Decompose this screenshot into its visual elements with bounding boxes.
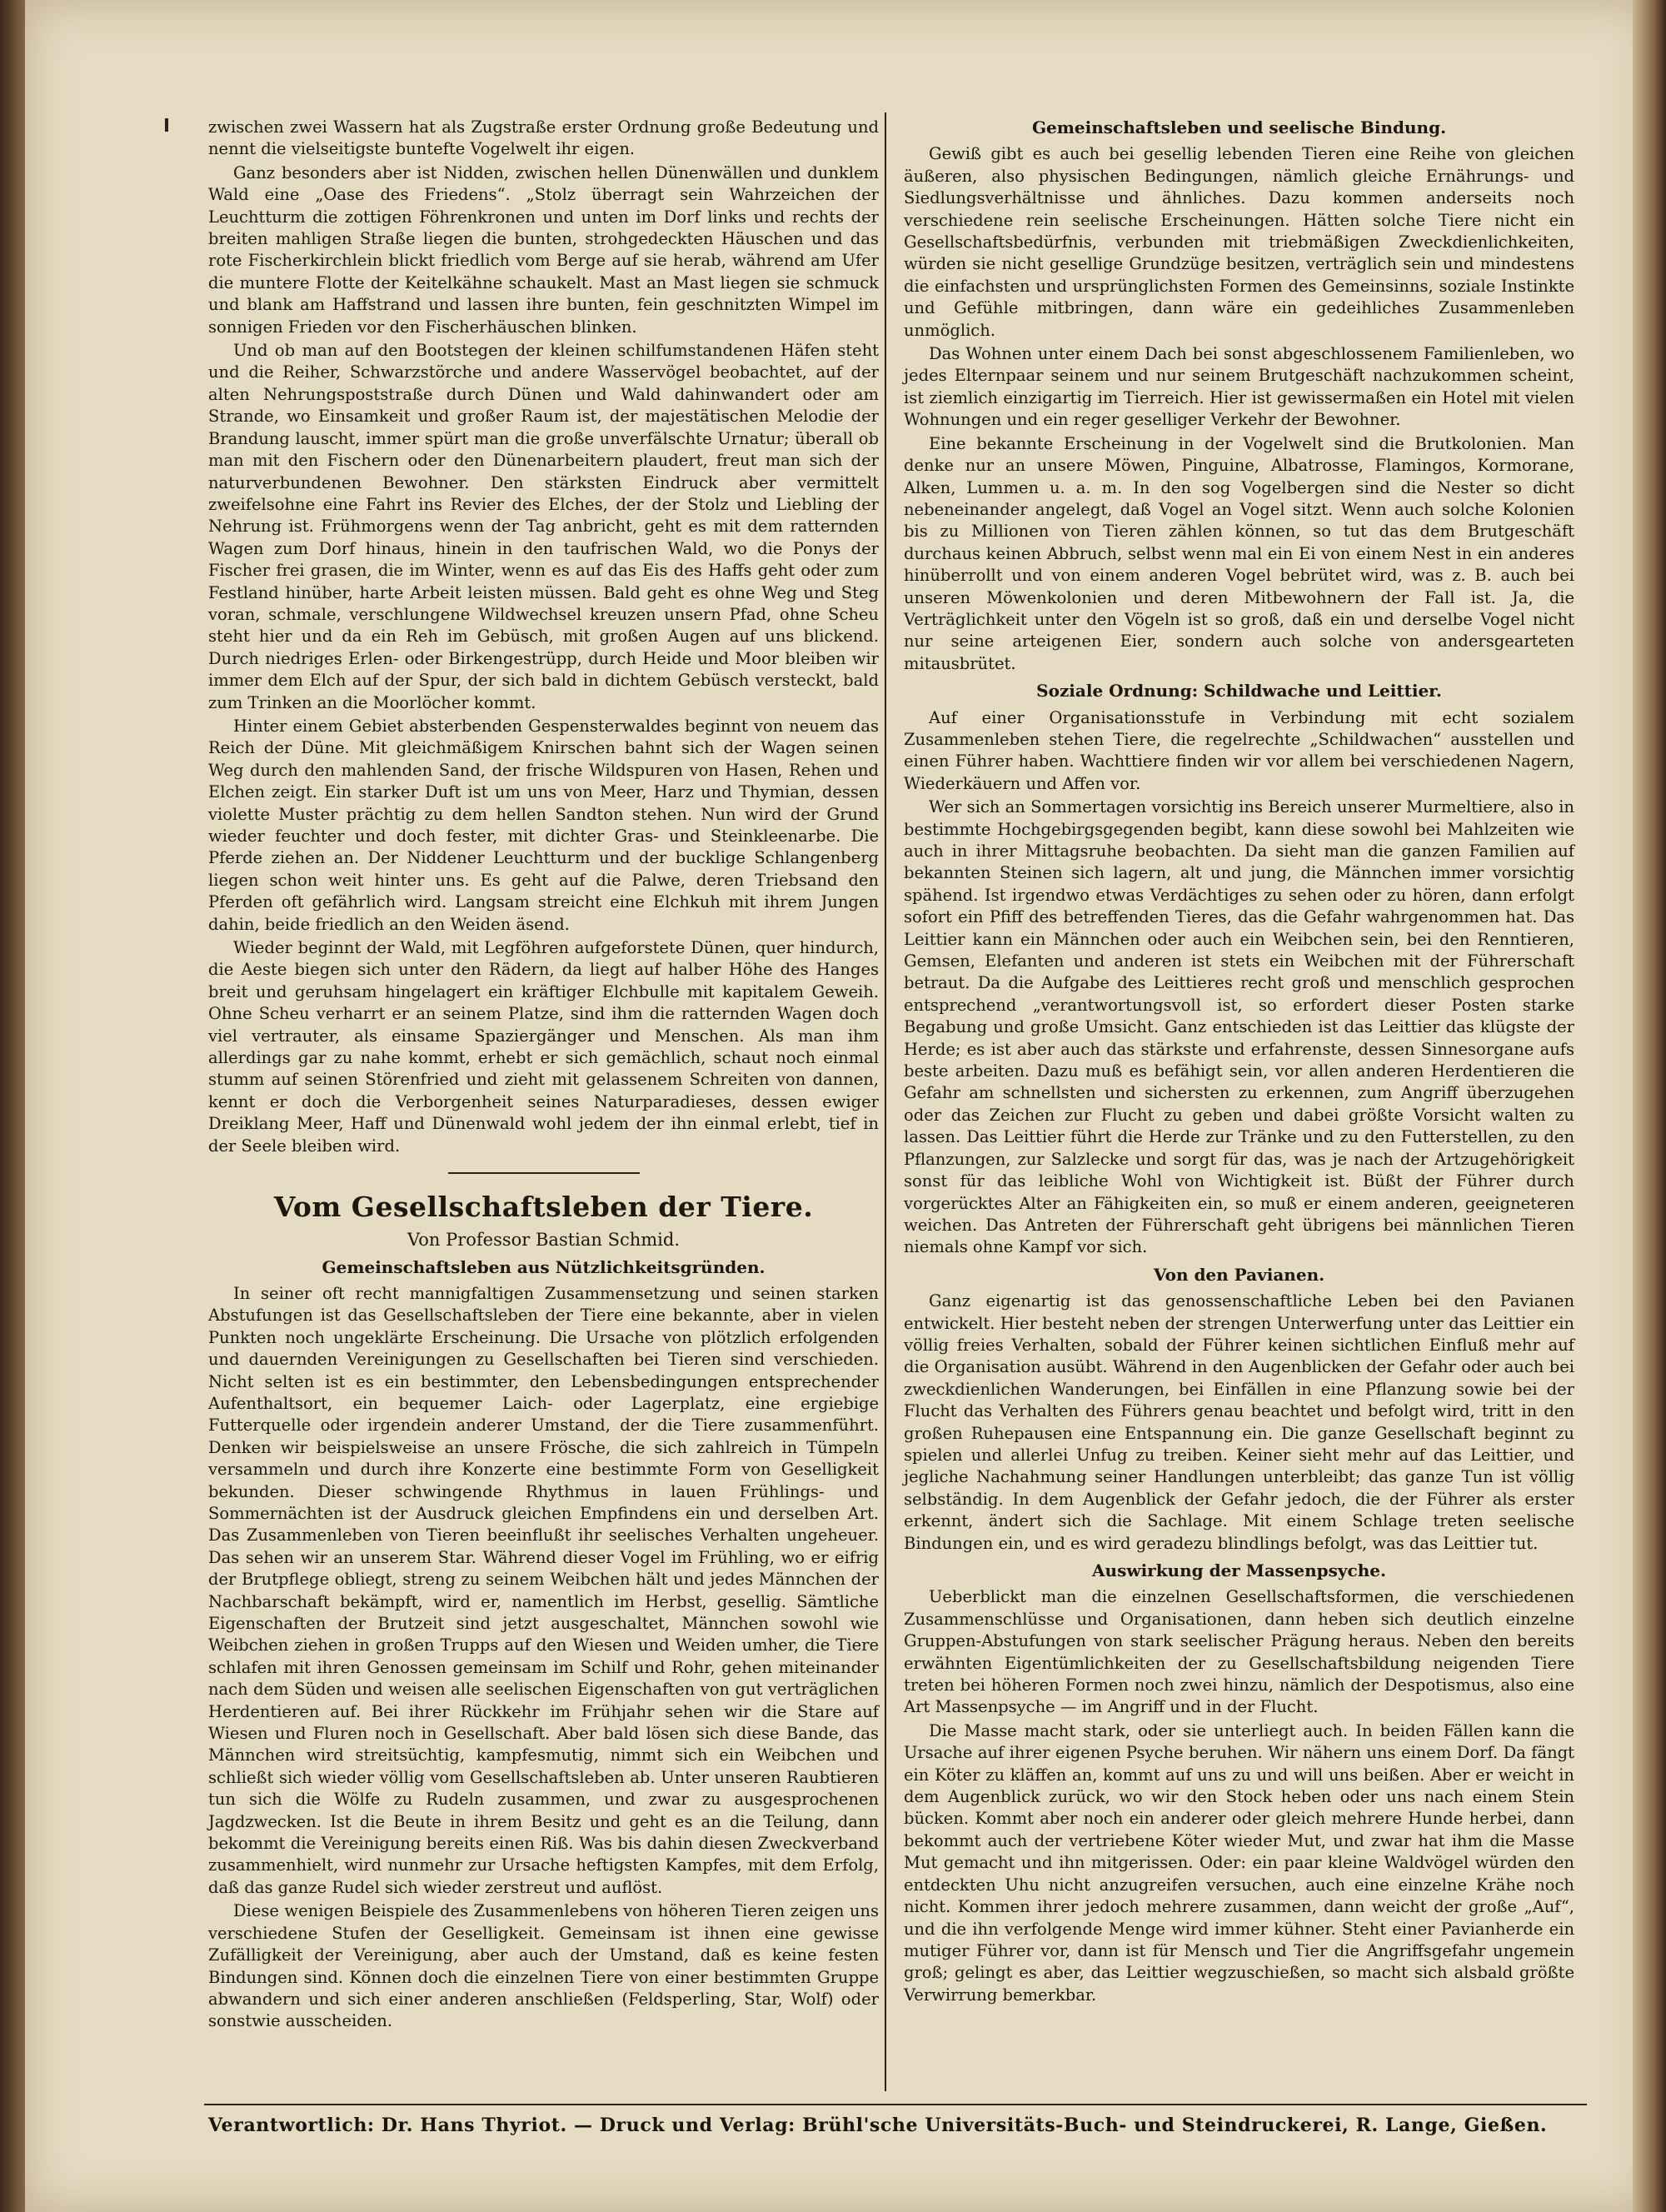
section-heading: Soziale Ordnung: Schildwache und Leittier. — [1036, 681, 1442, 702]
section-rule — [448, 1172, 640, 1174]
paragraph: Ueberblickt man die einzelnen Gesellschaftsformen, die verschiedenen Zusammenschlüsse und Organisationen, dann heben sich deutlich einzelne Gruppen-Abstufungen von stark seelischer Prägung heraus. Neben den bereits erwähnten Eigentümlichkeiten der zu Gesellschaftsbildung neigenden Tiere treten bei höheren Formen noch zwei hinzu, nämlich der Despotismus, also eine Art Massenpsyche — im Angriff und in der Flucht. — [904, 1587, 1574, 1717]
paragraph: Diese wenigen Beispiele des Zusammenlebens von höheren Tieren zeigen uns verschiedene Stufen der Geselligkeit. Gemeinsam ist ihnen eine gewisse Zufälligkeit der Vereinigung, aber auch der Umstand, daß es keine festen Bindungen sind. Können doch die einzelnen Tiere von einer bestimmten Gruppe abwandern und sich einer anderen anschließen (Feldsperling, Star, Wolf) oder sonstwie ausscheiden. — [208, 1901, 879, 2031]
paragraph: Gewiß gibt es auch bei gesellig lebenden Tieren eine Reihe von gleichen äußeren, also physischen Bedingungen, nämlich gleiche Ernährungs- und Siedlungsverhältnisse und ähnliches. Dazu kommen anderseits noch verschiedene rein seelische Erscheinungen. Hätten solche Tiere nicht ein Gesellschaftsbedürfnis, verbunden mit triebmäßigen Zweckdienlichkeiten, würden sie nicht gesellige Grundzüge besitzen, verträglich sein und mindestens die einfachsten und ursprünglichsten Formen des Gemeinsinns, soziale Instinkte und Gefühle mitbringen, dann wäre ein gedeihliches Zusammenleben unmöglich. — [904, 144, 1574, 340]
paragraph: Auf einer Organisationsstufe in Verbindung mit echt sozialem Zusammenleben stehen Tiere, die regelrechte „Schildwachen“ ausstellen und einen Führer haben. Wachttiere finden wir vor allem bei verschiedenen Nagern, Wiederkäuern und Affen vor. — [904, 707, 1574, 793]
section-heading: Auswirkung der Massenpsyche. — [1092, 1560, 1386, 1580]
section-heading: Gemeinschaftsleben und seelische Bindung. — [1031, 117, 1447, 137]
paragraph: Ganz eigenartig ist das genossenschaftliche Leben bei den Pavianen entwickelt. Hier besteht neben der strengen Unterwerfung unter das Leittier ein völlig freies Verhalten, sobald der Führer keinen sichtlichen Einfluß mehr auf die Organisation ausübt. Während in den Augenblicken der Gefahr oder auch bei zweckdienlichen Wanderungen, bei Einfällen in eine Pflanzung sowie bei der Flucht das Verhalten des Führers genau beachtet und befolgt wird, tritt in den großen Ruhepausen eine Entspannung ein. Die ganze Gesellschaft beginnt zu spielen und allerlei Unfug zu treiben. Keiner sieht mehr auf das Leittier, und jegliche Nachahmung seiner Handlungen unterbleibt; das ganze Tun ist völlig selbständig. In dem Augenblick der Gefahr jedoch, die der Führer als erster erkennt, ändert sich die Sachlage. Mit einem Schlage treten seelische Bindungen ein, und es wird geradezu blindlings befolgt, was das Leittier tut. — [904, 1291, 1574, 1553]
paragraph: Eine bekannte Erscheinung in der Vogelwelt sind die Brutkolonien. Man denke nur an unsere Möwen, Pinguine, Albatrosse, Flamingos, Kormorane, Alken, Lummen u. a. m. In den sog Vogelbergen sind die Nester so dicht nebeneinander angelegt, daß Vogel an Vogel sitzt. Wenn auch solche Kolonien bis zu Millionen von Tieren zählen können, so tut das dem Brutgeschäft durchaus keinen Abbruch, selbst wenn mal ein Ei von einem Nest in ein anderes hinüberrollt und von einem anderen Vogel bebrütet wird, was z. B. auch bei unseren Möwenkolonien und deren Mitbewohnern der Fall ist. Ja, die Verträglichkeit unter den Vögeln ist so groß, daß ein und derselbe Vogel nicht nur seine arteigenen Eier, sondern auch solche von andersgearteten mitausbrütet. — [904, 433, 1574, 673]
margin-mark — [165, 118, 168, 132]
column-divider — [885, 112, 886, 2091]
section-heading: Gemeinschaftsleben aus Nützlichkeitsgründen. — [322, 1256, 766, 1277]
article-author: Von Professor Bastian Schmid. — [407, 1230, 681, 1251]
paragraph: Hinter einem Gebiet absterbenden Gespensterwaldes beginnt von neuem das Reich der Düne. Mit gleichmäßigem Knirschen bahnt sich der Wagen seinen Weg durch den mahlenden Sand, der frische Wildspuren von Hasen, Rehen und Elchen zeigt. Ein starker Duft ist um uns von Meer, Harz und Thymian, dessen violette Muster prächtig zu dem hellen Sandton stehen. Nun wird der Grund wieder feuchter und doch fester, mit dichter Gras- und Steinkleenarbe. Die Pferde ziehen an. Der Niddener Leuchtturm und der bucklige Schlangenberg liegen schon weit hinter uns. Es geht auf die Palwe, deren Triebsand den Pferden oft gefährlich wird. Langsam streicht eine Elchkuh mit ihrem Jungen dahin, beide friedlich an den Weiden äsend. — [208, 716, 879, 934]
section-heading: Von den Pavianen. — [1153, 1264, 1325, 1285]
footer-rule — [204, 2104, 1587, 2105]
paragraph: zwischen zwei Wassern hat als Zugstraße erster Ordnung große Bedeutung und nennt die vielseitigste buntefte Vogelwelt ihr eigen. — [208, 117, 879, 159]
paragraph: Wieder beginnt der Wald, mit Legföhren aufgeforstete Dünen, quer hindurch, die Aeste biegen sich unter den Rädern, da liegt auf halber Höhe des Hanges breit und geruhsam hingelagert ein kräftiger Elchbulle mit kapitalem Geweih. Ohne Scheu verharrt er an seinem Platze, sind ihm die ratternden Wagen doch viel vertrauter, als einsame Spaziergänger und Menschen. Als man ihm allerdings gar zu nahe kommt, erhebt er sich gemächlich, schaut noch einmal stumm auf seinen Störenfried und zieht mit gelassenem Schreiten von dannen, kennt er doch die Verborgenheit seines Naturparadieses, dessen ewiger Dreiklang Meer, Haff und Dünenwald wohl jedem der ihn einmal erlebt, tief in der Seele bleiben wird. — [208, 938, 879, 1156]
paragraph: Und ob man auf den Bootstegen der kleinen schilfumstandenen Häfen steht und die Reiher, Schwarzstörche und andere Wasservögel beobachtet, auf der alten Nehrungspoststraße durch Dünen und Wald dahinwandert oder am Strande, wo Einsamkeit und großer Raum ist, der majestätischen Melodie der Brandung lauscht, immer spürt man die große unverfälschte Urnatur; überall ob man mit den Fischern oder den Dünenarbeitern plaudert, freut man sich der naturverbundenen Bewohner. Den stärksten Eindruck aber vermittelt zweifelsohne eine Fahrt ins Revier des Elches, der der Stolz und Liebling der Nehrung ist. Frühmorgens wenn der Tag anbricht, geht es mit dem ratternden Wagen zum Dorf hinaus, hinein in den taufrischen Wald, wo die Ponys der Fischer frei grasen, die im Winter, wenn es auf das Eis des Haffs geht oder zum Festland hinüber, harte Arbeit leisten müssen. Bald geht es ohne Weg und Steg voran, schmale, verschlungene Wildwechsel kreuzen unsern Pfad, ohne Scheu steht hier und da ein Reh im Gebüsch, mit großen Augen auf uns blickend. Durch niedriges Erlen- oder Birkengestrüpp, durch Heide und Moor bleiben wir immer dem Elch auf der Spur, der sich bald in dichtem Gebüsch versteckt, bald zum Trinken an die Moorlöcher kommt. — [208, 341, 879, 712]
left-column — [208, 117, 879, 2035]
imprint-footer: Verantwortlich: Dr. Hans Thyriot. — Druck und Verlag: Brühl'sche Universitäts-Buch- und Steindruckerei, R. Lange, Gießen. — [208, 2115, 1548, 2136]
paragraph: Ganz besonders aber ist Nidden, zwischen hellen Dünenwällen und dunklem Wald eine „Oase des Friedens“. „Stolz überragt sein Wahrzeichen der Leuchtturm die zottigen Föhrenkronen und unten im Dorf links und rechts der breiten mahligen Straße liegen die bunten, strohgedeckten Häuschen und das rote Fischerkirchlein blickt friedlich vom Berge auf sie herab, während am Ufer die muntere Flotte der Keitelkähne schaukelt. Mast an Mast liegen sie schmuck und blank am Haffstrand und lassen ihre bunten, fein geschnitzten Wimpel im sonnigen Frieden vor den Fischerhäuschen blinken. — [208, 162, 879, 337]
right-column — [904, 117, 1574, 2008]
paragraph: In seiner oft recht mannigfaltigen Zusammensetzung und seinen starken Abstufungen ist das Gesellschaftsleben der Tiere eine bekannte, aber in vielen Punkten noch ungeklärte Erscheinung. Die Ursache von plötzlich erfolgenden und dauernden Vereinigungen zu Gesellschaften bei Tieren sind verschieden. Nicht selten ist es ein bestimmter, den Lebensbedingungen entsprechender Aufenthaltsort, ein bequemer Laich- oder Lagerplatz, eine ergiebige Futterquelle oder irgendein anderer Umstand, der die Tiere zusammenführt. Denken wir beispielsweise an unsere Frösche, die sich zahlreich in Tümpeln versammeln und durch ihre Konzerte eine bestimmte Form von Geselligkeit bekunden. Dieser schwingende Rhythmus in lauen Frühlings- und Sommernächten ist der Ausdruck gleichen Empfindens ein und derselben Art. Das Zusammenleben von Tieren beeinflußt ihr seelisches Verhalten ungeheuer. Das sehen wir an unserem Star. Während dieser Vogel im Frühling, wo er eifrig der Brutpflege obliegt, streng zu seinem Weibchen hält und jedes Männchen der Nachbarschaft bekämpft, wird er, namentlich im Herbst, gesellig. Sämtliche Eigenschaften der Brutzeit sind jetzt ausgeschaltet, Männchen sowohl wie Weibchen ziehen in großen Trupps auf den Wiesen und Weiden umher, die Tiere schlafen mit ihren Genossen gemeinsam im Schilf und Rohr, gehen miteinander nach dem Süden und weisen alle seelischen Eigenschaften von gut verträglichen Herdentieren auf. Bei ihrer Rückkehr im Frühjahr sehen wir die Stare auf Wiesen und Fluren noch in Gesellschaft. Aber bald lösen sich diese Bande, das Männchen wird streitsüchtig, kampfesmutig, nimmt sich ein Weibchen und schließt sich wieder völlig vom Gesellschaftsleben ab. Unter unseren Raubtieren tun sich die Wölfe zu Rudeln zusammen, und zwar zu ausgesprochenen Jagdzwecken. Ist die Beute in ihrem Besitz und geht es an die Teilung, dann bekommt die Vereinigung bereits einen Riß. Was bis dahin diesen Zweckverband zusammenhielt, wird nunmehr zur Ursache heftigsten Kampfes, mit dem Erfolg, daß das ganze Rudel sich wieder zerstreut und auflöst. — [208, 1283, 879, 1897]
book-edge-right — [1633, 0, 1666, 2212]
article-title: Vom Gesellschaftsleben der Tiere. — [273, 1191, 814, 1224]
paragraph: Das Wohnen unter einem Dach bei sonst abgeschlossenem Familienleben, wo jedes Elternpaar seinem und nur seinem Brutgeschäft nachzukommen scheint, ist ziemlich einzigartig im Tierreich. Hier ist gewissermaßen ein Hotel mit vielen Wohnungen und ein reger geselliger Verkehr der Bewohner. — [904, 344, 1574, 430]
paragraph: Die Masse macht stark, oder sie unterliegt auch. In beiden Fällen kann die Ursache auf ihrer eigenen Psyche beruhen. Wir nähern uns einem Dorf. Da fängt ein Köter zu kläffen an, kommt auf uns zu und will uns beißen. Aber er weicht in dem Augenblick zurück, wo wir den Stock heben oder uns nach einem Stein bücken. Kommt aber noch ein anderer oder gleich mehrere Hunde herbei, dann bekommt auch der vertriebene Köter wieder Mut, und zwar hat ihm die Masse Mut gemacht und ihn mitgerissen. Oder: ein paar kleine Waldvögel würden den entdeckten Uhu nicht anzugreifen versuchen, auch eine einzelne Krähe noch nicht. Kommen ihrer jedoch mehrere zusammen, dann weicht der große „Auf“, und die ihn verfolgende Menge wird immer kühner. Steht einer Pavianherde ein mutiger Führer vor, dann ist für Mensch und Tier die Angriffsgefahr ungemein groß; gelingt es aber, das Leittier wegzuschießen, so macht sich alsbald größte Verwirrung bemerkbar. — [904, 1720, 1574, 2005]
paragraph: Wer sich an Sommertagen vorsichtig ins Bereich unserer Murmeltiere, also in bestimmte Hochgebirgsgegenden begibt, kann diese sowohl bei Mahlzeiten wie auch in ihrer Mittagsruhe beobachten. Da sieht man die ganzen Familien auf bekannten Steinen sich lagern, alt und jung, die Männchen immer vorsichtig spähend. Ist irgendwo etwas Verdächtiges zu sehen oder zu hören, dann erfolgt sofort ein Pfiff des betreffenden Tieres, das die Gefahr wahrgenommen hat. Das Leittier kann ein Männchen oder auch ein Weibchen sein, bei den Renntieren, Gemsen, Elefanten und anderen ist stets ein Weibchen mit der Führerschaft betraut. Da die Aufgabe des Leittieres recht groß und menschlich gesprochen entsprechend „verantwortungsvoll ist, so erfordert dieser Posten starke Begabung und große Umsicht. Ganz entschieden ist das Leittier das klügste der Herde; es ist aber auch das stärkste und erfahrenste, dessen Sinnesorgane aufs beste arbeiten. Dazu muß es befähigt sein, vor allen anderen Herdentieren die Gefahr am schnellsten und sichersten zu erkennen, zum Angriff überzugehen oder das Zeichen zur Flucht zu geben und dabei größte Vorsicht walten zu lassen. Das Leittier führt die Herde zur Tränke und zu den Futterstellen, zu den Pflanzungen, zur Salzlecke und sorgt für das, was je nach der Artzugehörigkeit sonst für das leibliche Wohl von Wichtigkeit ist. Büßt der Führer durch vorgerücktes Alter an Fähigkeiten ein, so muß er einem anderen, geeigneteren weichen. Das Antreten der Führerschaft geht übrigens bei männlichen Tieren niemals ohne Kampf vor sich. — [904, 797, 1574, 1257]
